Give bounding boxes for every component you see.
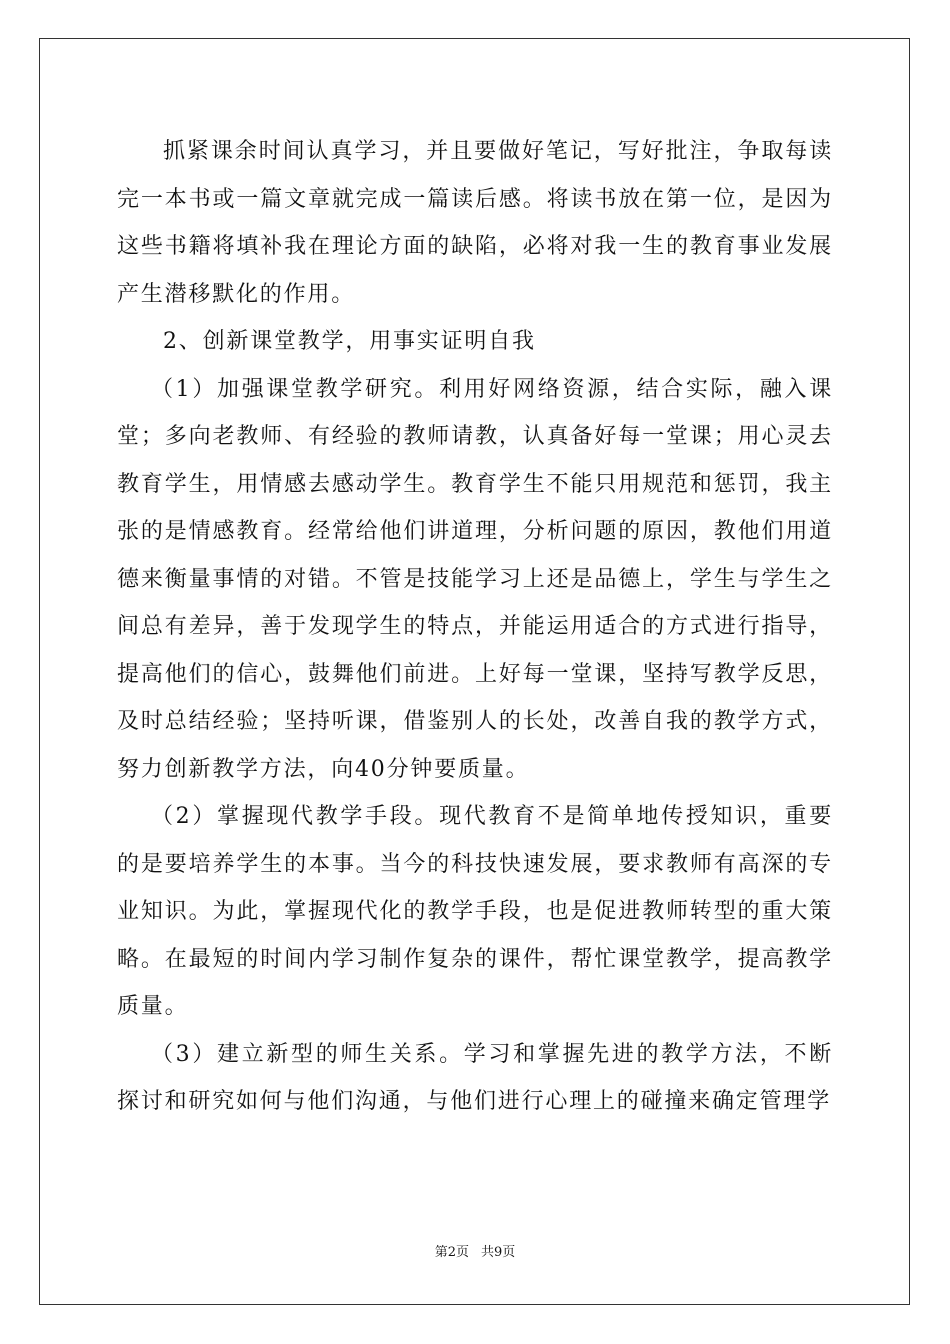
paragraph-item-3: （3）建立新型的师生关系。学习和掌握先进的教学方法，不断探讨和研究如何与他们沟通，与他们进行心理上的碰撞来确定管理学 (117, 1041, 833, 1114)
paragraph-reading: 抓紧课余时间认真学习，并且要做好笔记，写好批注，争取每读完一本书或一篇文章就完成一篇读后感。将读书放在第一位，是因为这些书籍将填补我在理论方面的缺陷，必将对我一生的教育事业发展产生潜移默化的作用。 (117, 139, 833, 307)
paragraph-item-2: （2）掌握现代教学手段。现代教育不是简单地传授知识，重要的是要培养学生的本事。当今的科技快速发展，要求教师有高深的专业知识。为此，掌握现代化的教学手段，也是促进教师转型的重大策略。在最短的时间内学习制作复杂的课件，帮忙课堂教学，提高教学质量。 (117, 804, 833, 1019)
paragraph-item-1: （1）加强课堂教学研究。利用好网络资源，结合实际，融入课堂；多向老教师、有经验的教师请教，认真备好每一堂课；用心灵去教育学生，用情感去感动学生。教育学生不能只用规范和惩罚，我主张的是情感教育。经常给他们讲道理，分析问题的原因，教他们用道德来衡量事情的对错。不管是技能学习上还是品德上，学生与学生之间总有差异，善于发现学生的特点，并能运用适合的方式进行指导，提高他们的信心，鼓舞他们前进。上好每一堂课，坚持写教学反思，及时总结经验；坚持听课，借鉴别人的长处，改善自我的教学方式，努力创新教学方法，向40分钟要质量。 (117, 376, 833, 782)
document-body (117, 128, 833, 1126)
page-footer (0, 1245, 950, 1261)
page-number-current: 第2页 (434, 1245, 469, 1260)
page-number-total: 共9页 (481, 1245, 516, 1260)
section-heading-2: 2、创新课堂教学，用事实证明自我 (163, 329, 536, 354)
